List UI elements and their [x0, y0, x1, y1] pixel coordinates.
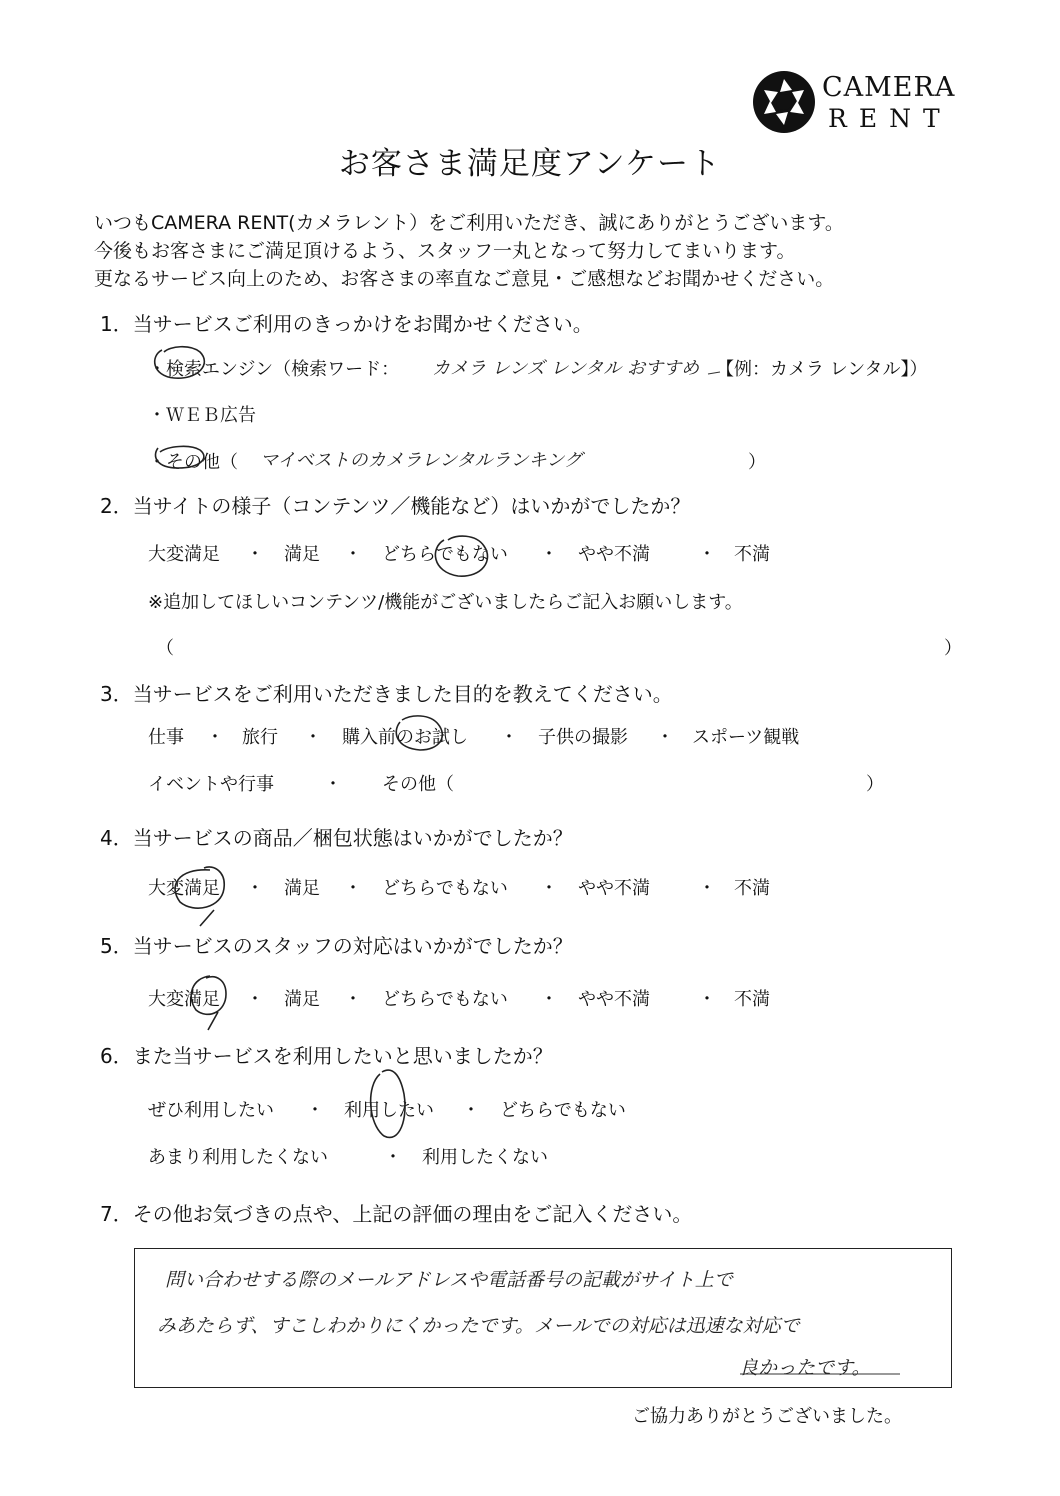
- q1-option-web-ad[interactable]: ・ＷＥＢ広告: [148, 405, 256, 426]
- q5-bullet-1: ・: [246, 989, 264, 1010]
- q4-option-somewhat-dissatisfied[interactable]: やや不満: [578, 878, 650, 899]
- q5-option-dissatisfied[interactable]: 不満: [734, 989, 770, 1010]
- q6-bullet-1: ・: [306, 1100, 324, 1121]
- q2-option-satisfied[interactable]: 満足: [284, 544, 320, 565]
- q3-bullet-3: ・: [500, 727, 518, 748]
- question-3-label: 3．当サービスをご利用いただきました目的を教えてください。: [100, 682, 673, 706]
- intro-line-2: 今後もお客さまにご満足頂けるよう、スタッフ一丸となって努力してまいります。: [94, 240, 796, 262]
- q5-option-somewhat-dissatisfied[interactable]: やや不満: [578, 989, 650, 1010]
- q6-yes-circle-mark: [371, 1070, 405, 1137]
- q2-option-somewhat-dissatisfied[interactable]: やや不満: [578, 544, 650, 565]
- q1-other-circle-mark: [155, 446, 203, 468]
- q5-option-neutral[interactable]: どちらでもない: [382, 989, 508, 1010]
- q2-option-neutral[interactable]: どちらでもない: [382, 544, 508, 565]
- q3-close-paren: ）: [866, 774, 884, 795]
- q4-bullet-2: ・: [344, 878, 362, 899]
- thanks-message: ご協力ありがとうございました。: [632, 1406, 902, 1427]
- q5-bullet-2: ・: [344, 989, 362, 1010]
- q2-option-dissatisfied[interactable]: 不満: [734, 544, 770, 565]
- q2-close-paren: ）: [944, 638, 962, 659]
- q3-bullet-4: ・: [656, 727, 674, 748]
- question-6-label: 6．また当サービスを利用したいと思いましたか？: [100, 1044, 553, 1068]
- q4-bullet-4: ・: [698, 878, 716, 899]
- q4-option-neutral[interactable]: どちらでもない: [382, 878, 508, 899]
- q2-bullet-3: ・: [540, 544, 558, 565]
- q6-option-not-really[interactable]: あまり利用したくない: [148, 1147, 328, 1168]
- q6-option-no[interactable]: 利用したくない: [422, 1147, 548, 1168]
- q7-answer-line-2: みあたらず、すこしわかりにくかったです。メールでの対応は迅速な対応で: [157, 1315, 800, 1337]
- q2-note: ※追加してほしいコンテンツ/機能がございましたらご記入お願いします。: [148, 592, 743, 613]
- q1-search-word-handwritten: カメラ レンズ レンタル おすすめ: [432, 358, 700, 379]
- q5-bullet-3: ・: [540, 989, 558, 1010]
- intro-line-3: 更なるサービス向上のため、お客さまの率直なご意見・ご感想などお聞かせください。: [94, 268, 835, 290]
- q2-bullet-4: ・: [698, 544, 716, 565]
- logo-text-rent: RENT: [828, 104, 952, 133]
- q6-bullet-3: ・: [384, 1147, 402, 1168]
- page-title: お客さま満足度アンケート: [338, 146, 722, 182]
- question-5-label: 5．当サービスのスタッフの対応はいかがでしたか？: [100, 934, 573, 958]
- q4-bullet-3: ・: [540, 878, 558, 899]
- q4-option-very-satisfied[interactable]: 大変満足: [148, 878, 220, 899]
- q2-bullet-1: ・: [246, 544, 264, 565]
- q1-search-example: 【例：カメラ レンタル】）: [716, 359, 928, 380]
- question-7-label: 7．その他お気づきの点や、上記の評価の理由をご記入ください。: [100, 1202, 693, 1226]
- q1-other-handwritten: マイベストのカメラレンタルランキング: [260, 450, 582, 471]
- q6-option-neutral[interactable]: どちらでもない: [500, 1100, 626, 1121]
- q4-option-satisfied[interactable]: 満足: [284, 878, 320, 899]
- question-4-label: 4．当サービスの商品／梱包状態はいかがでしたか？: [100, 826, 573, 850]
- q4-very-satisfied-circle-mark: [175, 867, 224, 926]
- q1-other-close: ）: [748, 452, 766, 473]
- question-2-label: 2．当サイトの様子（コンテンツ／機能など）はいかがでしたか？: [100, 494, 691, 518]
- question-1-label: 1．当サービスご利用のきっかけをお聞かせください。: [100, 312, 593, 336]
- q7-answer-line-3: 良かったです。: [739, 1357, 871, 1379]
- q6-option-yes[interactable]: 利用したい: [344, 1100, 434, 1121]
- q3-option-trial-before-purchase[interactable]: 購入前のお試し: [342, 727, 468, 748]
- q4-option-dissatisfied[interactable]: 不満: [734, 878, 770, 899]
- q6-bullet-2: ・: [462, 1100, 480, 1121]
- logo-text-camera: CAMERA: [822, 72, 956, 103]
- q1-search-circle-mark: [155, 347, 205, 378]
- q5-very-satisfied-circle-mark: [191, 976, 226, 1030]
- q3-option-travel[interactable]: 旅行: [242, 727, 278, 748]
- intro-line-1: いつもCAMERA RENT(カメラレント）をご利用いただき、誠にありがとうございます。: [94, 212, 844, 234]
- q6-option-definitely[interactable]: ぜひ利用したい: [148, 1100, 274, 1121]
- q3-option-sports[interactable]: スポーツ観戦: [692, 727, 800, 748]
- q2-open-paren: （: [156, 638, 174, 659]
- q3-bullet-1: ・: [206, 727, 224, 748]
- q3-option-other[interactable]: その他（: [382, 774, 454, 795]
- q7-answer-line-1: 問い合わせする際のメールアドレスや電話番号の記載がサイト上で: [165, 1269, 733, 1291]
- q3-bullet-5: ・: [324, 774, 342, 795]
- q1-option-search-engine[interactable]: ・検索エンジン（検索ワード：: [148, 359, 400, 380]
- q5-option-very-satisfied[interactable]: 大変満足: [148, 989, 220, 1010]
- q3-bullet-2: ・: [304, 727, 322, 748]
- q2-neutral-circle-mark: [435, 536, 487, 576]
- q3-option-events[interactable]: イベントや行事: [148, 774, 274, 795]
- q3-trial-circle-mark: [396, 716, 442, 750]
- q2-bullet-2: ・: [344, 544, 362, 565]
- search-word-underline: [708, 372, 720, 374]
- q4-bullet-1: ・: [246, 878, 264, 899]
- q1-option-other[interactable]: ・その他（: [148, 452, 238, 473]
- q5-bullet-4: ・: [698, 989, 716, 1010]
- q3-option-child-photo[interactable]: 子供の撮影: [538, 727, 628, 748]
- q2-option-very-satisfied[interactable]: 大変満足: [148, 544, 220, 565]
- q5-option-satisfied[interactable]: 満足: [284, 989, 320, 1010]
- q3-option-work[interactable]: 仕事: [148, 727, 184, 748]
